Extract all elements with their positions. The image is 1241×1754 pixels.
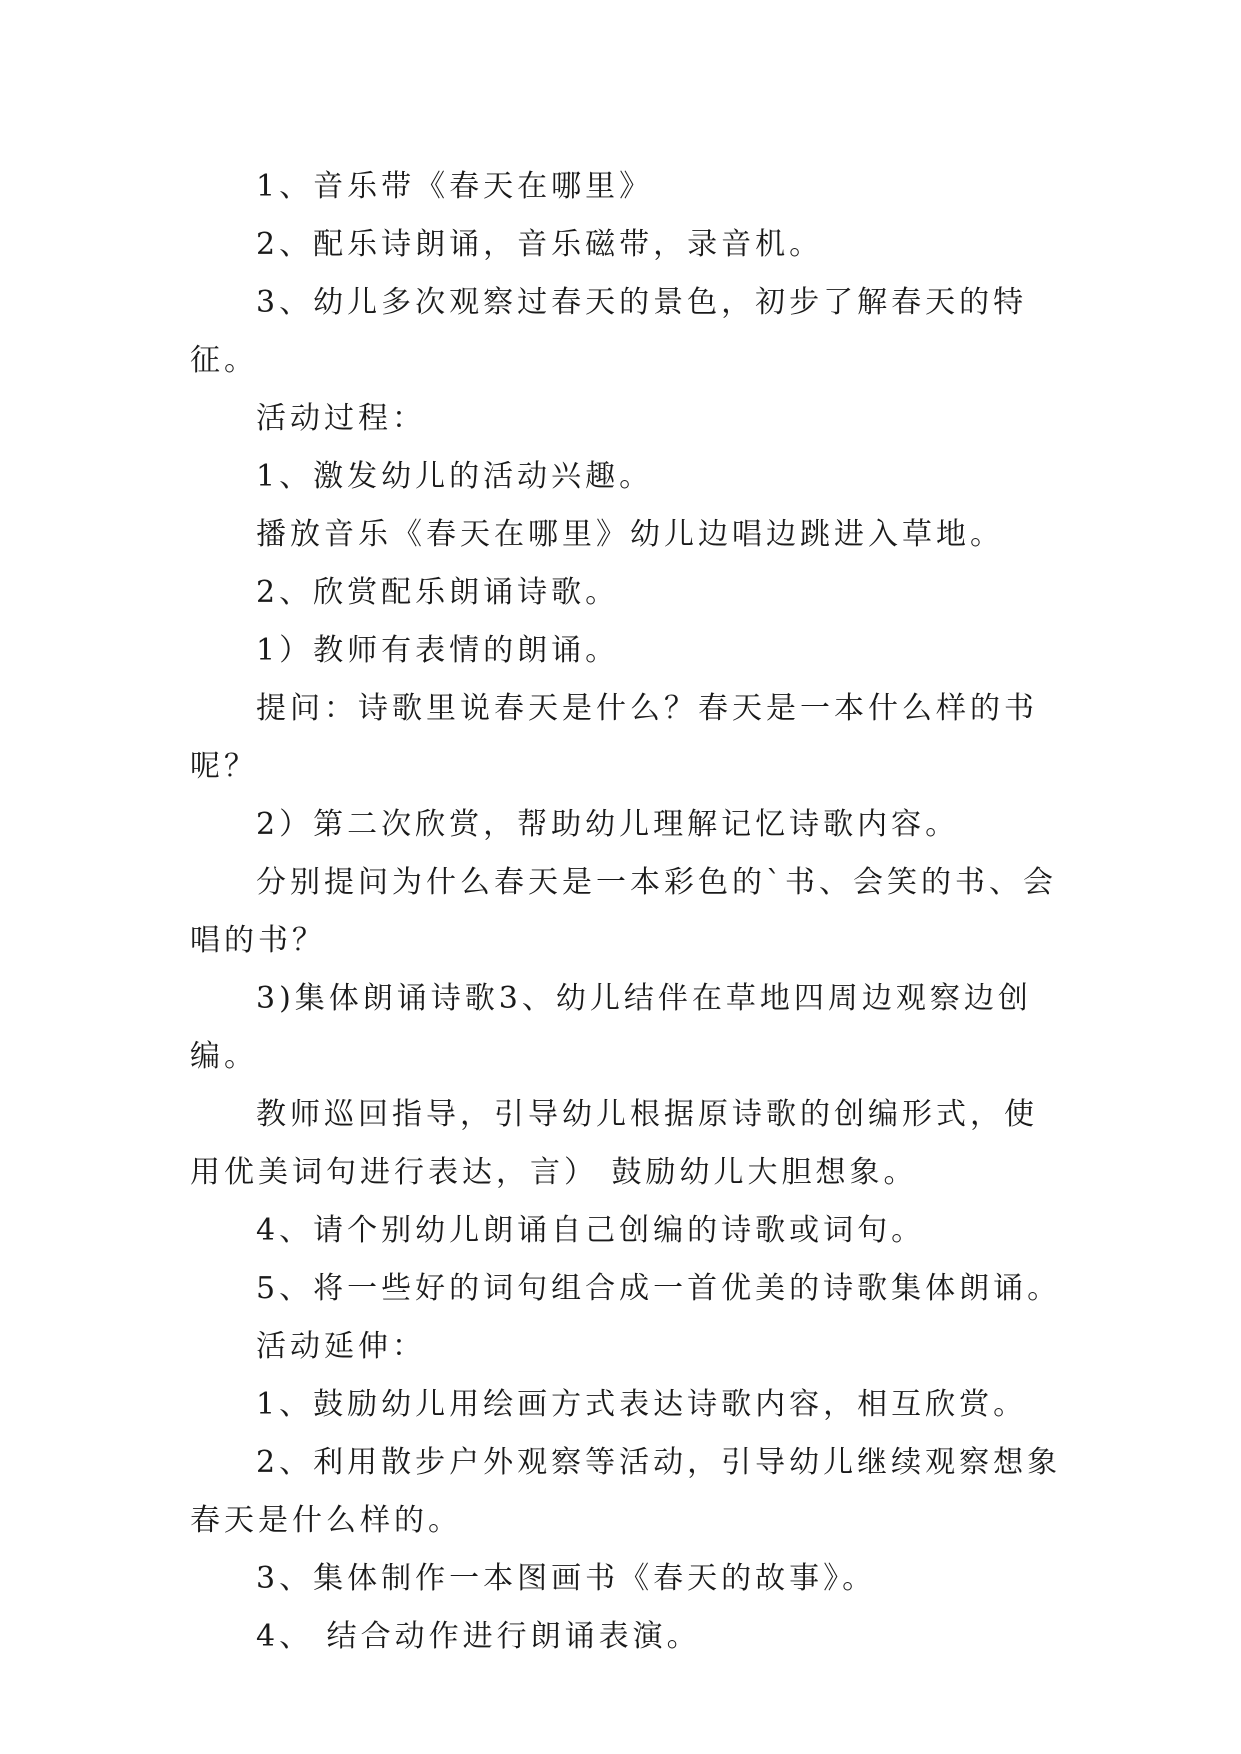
paragraph: 5、将一些好的词句组合成一首优美的诗歌集体朗诵。 [256, 1271, 1062, 1306]
paragraph: 播放音乐《春天在哪里》幼儿边唱边跳进入草地。 [256, 517, 1004, 552]
paragraph: 2、配乐诗朗诵，音乐磁带，录音机。 [256, 227, 824, 262]
paragraph: 1、鼓励幼儿用绘画方式表达诗歌内容，相互欣赏。 [256, 1387, 1028, 1422]
paragraph: 1）教师有表情的朗诵。 [256, 633, 620, 668]
paragraph: 4、请个别幼儿朗诵自己创编的诗歌或词句。 [256, 1213, 926, 1248]
paragraph: 2）第二次欣赏，帮助幼儿理解记忆诗歌内容。 [256, 807, 960, 842]
paragraph: 分别提问为什么春天是一本彩色的`书、会笑的书、会唱的书？ [190, 865, 1057, 958]
paragraph: 4、 结合动作进行朗诵表演。 [256, 1619, 701, 1654]
document-body [190, 158, 1070, 1666]
paragraph: 2、利用散步户外观察等活动，引导幼儿继续观察想象春天是什么样的。 [190, 1445, 1062, 1538]
paragraph: 3、集体制作一本图画书《春天的故事》。 [256, 1561, 877, 1596]
paragraph: 3)集体朗诵诗歌3、幼儿结伴在草地四周边观察边创编。 [190, 981, 1032, 1074]
section-heading: 活动过程： [256, 401, 426, 436]
paragraph: 1、激发幼儿的活动兴趣。 [256, 459, 654, 494]
paragraph: 2、欣赏配乐朗诵诗歌。 [256, 575, 620, 610]
paragraph: 提问：诗歌里说春天是什么？春天是一本什么样的书呢？ [190, 691, 1038, 784]
paragraph: 教师巡回指导，引导幼儿根据原诗歌的创编形式，使用优美词句进行表达，言） 鼓励幼儿大胆想象。 [190, 1097, 1038, 1190]
paragraph: 1、音乐带《春天在哪里》 [256, 169, 654, 204]
paragraph: 3、幼儿多次观察过春天的景色，初步了解春天的特征。 [190, 285, 1028, 378]
section-heading: 活动延伸： [256, 1329, 426, 1364]
